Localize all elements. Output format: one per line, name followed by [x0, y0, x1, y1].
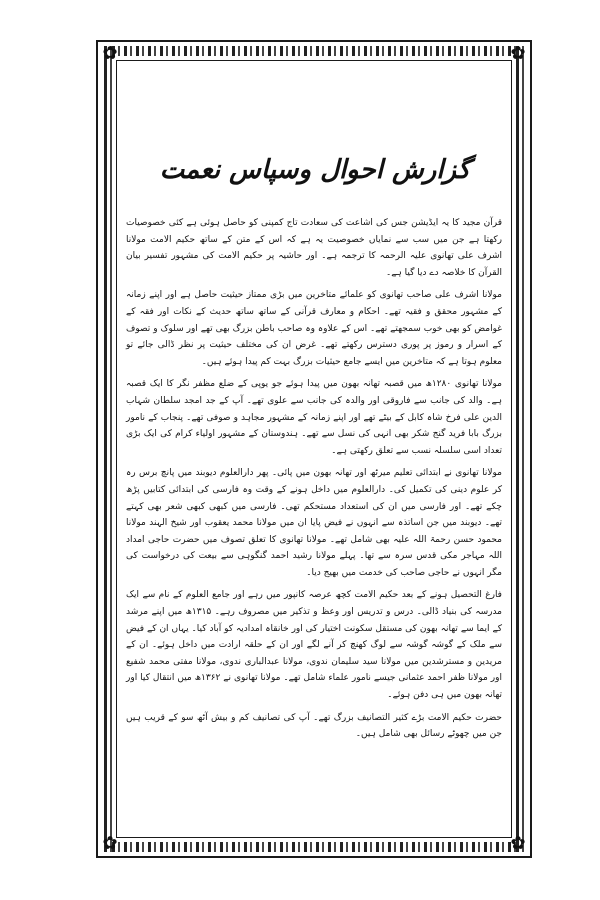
paragraph: فارغ التحصیل ہونے کے بعد حکیم الامت کچھ عرصہ کانپور میں رہے اور جامع العلوم کے نام سے ایک مدرسہ کی بنیاد ڈالی۔ درس و تدریس اور وعظ و تذکیر میں مصروف رہے۔ ۱۳۱۵ھ میں اپنے مرشد کے ایما سے تھانہ بھون کی مستقل سکونت اختیار کی اور خانقاہ امدادیہ کو آباد کیا۔ یہاں ان کے فیض سے ملک کے گوشہ گوشہ سے لوگ کھنچ کر آنے لگے اور ان کے حلقہ ارادت میں داخل ہوئے۔ ان کے مریدین و مسترشدین میں مولانا سید سلیمان ندوی، مولانا عبدالباری ندوی، مولانا مفتی محمد شفیع اور مولانا ظفر احمد عثمانی جیسے نامور علماء شامل تھے۔ مولانا تھانوی نے ۱۳۶۲ھ میں انتقال کیا اور تھانہ بھون میں ہی دفن ہوئے۔: [126, 590, 502, 701]
corner-flower-icon: ✿: [510, 43, 526, 64]
body-text: [126, 215, 502, 749]
paragraph: قرآن مجید کا یہ ایڈیشن جس کی اشاعت کی سعادت تاج کمپنی کو حاصل ہوئی ہے کئی خصوصیات رکھتا ہے جن میں سب سے نمایاں خصوصیت یہ ہے کہ اس کے متن کے ساتھ حکیم الامت مولانا اشرف علی تھانوی علیہ الرحمہ کا ترجمہ ہے۔ اور حاشیہ پر حکیم الامت کی مشہور تفسیر بیان القرآن کا خلاصہ دے دیا گیا ہے۔: [126, 218, 502, 278]
corner-flower-icon: ✿: [102, 833, 118, 854]
corner-flower-icon: ✿: [102, 43, 118, 64]
paragraph: مولانا تھانوی نے ابتدائی تعلیم میرٹھ اور تھانہ بھون میں پائی۔ پھر دارالعلوم دیوبند میں پانچ برس رہ کر علوم دینی کی تکمیل کی۔ دارالعلوم میں داخل ہونے کے وقت وہ فارسی کی ابتدائی کتابیں پڑھ چکے تھے۔ اور فارسی میں ان کی استعداد مستحکم تھی۔ فارسی میں کبھی کبھی شعر بھی کہتے تھے۔ دیوبند میں جن اساتذہ سے انہوں نے فیض پایا ان میں مولانا محمد یعقوب اور شیخ الہند مولانا محمود حسن رحمۃ اللہ علیہ بھی شامل تھے۔ مولانا تھانوی کا تعلق تصوف میں حضرت حاجی امداد اللہ مہاجر مکی قدس سرہ سے تھا۔ پہلے مولانا رشید احمد گنگوہی سے بیعت کی درخواست کی مگر انہوں نے حاجی صاحب کی خدمت میں بھیج دیا۔: [126, 468, 502, 578]
corner-flower-icon: ✿: [510, 833, 526, 854]
paragraph: مولانا تھانوی ۱۲۸۰ھ میں قصبہ تھانہ بھون میں پیدا ہوئے جو یوپی کے ضلع مظفر نگر کا ایک قصبہ ہے۔ والد کی جانب سے فاروقی اور والدہ کی جانب سے علوی تھے۔ آپ کے جد امجد سلطان شہاب الدین علی فرخ شاہ کابل کے بیٹے تھے اور اپنے زمانہ کے مشہور مجاہد و صوفی تھے۔ پنجاب کے نامور بزرگ بابا فرید گنج شکر بھی انہی کی نسل سے تھے۔ ہندوستان کے مشہور اولیاء کرام کی ایک بڑی تعداد اسی سلسلہ نسب سے تعلق رکھتی ہے۔: [126, 379, 502, 456]
paragraph: مولانا اشرف علی صاحب تھانوی کو علمائے متاخرین میں بڑی ممتاز حیثیت حاصل ہے اور اپنے زمانہ کے مشہور محقق و فقیہ تھے۔ احکام و معارف قرآنی کے ساتھ ساتھ حدیث کے نکات اور فقہ کے غوامض کو بھی خوب سمجھتے تھے۔ اس کے علاوہ وہ صاحب باطن بزرگ بھی تھے اور سلوک و تصوف کے اسرار و رموز پر پوری دسترس رکھتے تھے۔ غرض ان کی مختلف حیثیت پر نظر ڈالی جائے تو معلوم ہوتا ہے کہ متاخرین میں ایسے جامع حیثیات بزرگ بہت کم پیدا ہوئے ہیں۔: [126, 290, 502, 367]
page-title: گزارش احوال وسپاس نعمت: [159, 155, 471, 185]
paragraph: حضرت حکیم الامت بڑے کثیر التصانیف بزرگ تھے۔ آپ کی تصانیف کم و بیش آٹھ سو کے قریب ہیں جن میں چھوٹے رسائل بھی شامل ہیں۔: [126, 712, 502, 740]
